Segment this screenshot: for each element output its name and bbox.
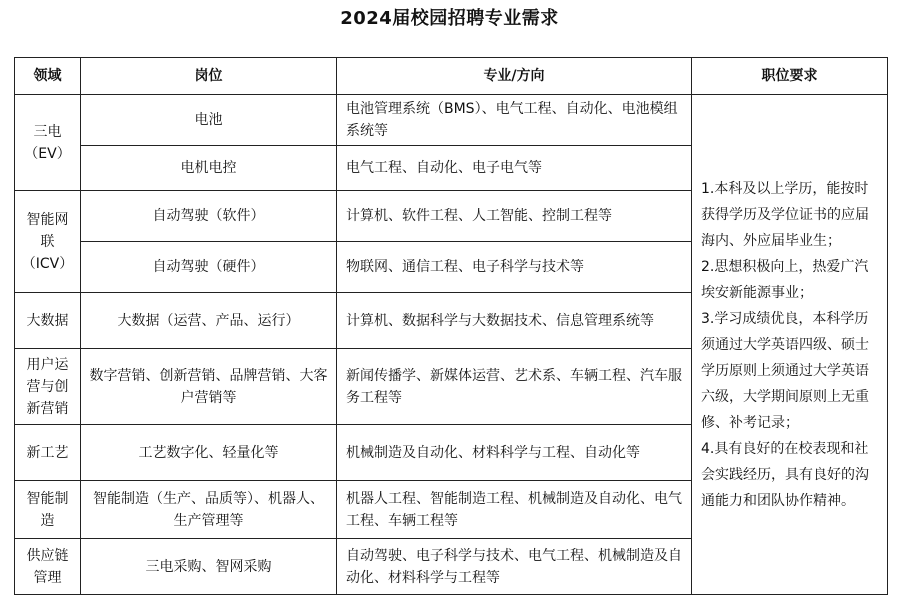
position-cell: 自动驾驶（硬件） (81, 242, 337, 293)
position-cell: 智能制造（生产、品质等）、机器人、生产管理等 (81, 481, 337, 539)
requirements-cell (692, 95, 888, 595)
major-cell: 电池管理系统（BMS）、电气工程、自动化、电池模组系统等 (337, 95, 692, 146)
requirement-item: 1.本科及以上学历，能按时获得学历及学位证书的应届海内、外应届毕业生； (701, 180, 869, 249)
domain-cell: 三电（EV） (15, 95, 81, 191)
major-cell: 自动驾驶、电子科学与技术、电气工程、机械制造及自动化、材料科学与工程等 (337, 539, 692, 595)
requirement-item: 2.思想积极向上，热爱广汽埃安新能源事业； (701, 258, 869, 301)
major-cell: 电气工程、自动化、电子电气等 (337, 146, 692, 191)
requirement-item: 4.具有良好的在校表现和社会实践经历，具有良好的沟通能力和团队协作精神。 (701, 440, 869, 509)
table-header-row (15, 58, 888, 95)
major-cell: 计算机、软件工程、人工智能、控制工程等 (337, 191, 692, 242)
recruitment-table (14, 57, 888, 595)
position-cell: 数字营销、创新营销、品牌营销、大客户营销等 (81, 349, 337, 425)
major-cell: 新闻传播学、新媒体运营、艺术系、车辆工程、汽车服务工程等 (337, 349, 692, 425)
major-cell: 物联网、通信工程、电子科学与技术等 (337, 242, 692, 293)
position-cell: 电池 (81, 95, 337, 146)
requirement-item: 3.学习成绩优良，本科学历须通过大学英语四级、硕士学历原则上须通过大学英语六级，大学期间原则上无重修、补考记录； (701, 310, 869, 431)
major-cell: 机械制造及自动化、材料科学与工程、自动化等 (337, 425, 692, 481)
header-position: 岗位 (81, 58, 337, 95)
major-cell: 计算机、数据科学与大数据技术、信息管理系统等 (337, 293, 692, 349)
domain-cell: 供应链管理 (15, 539, 81, 595)
domain-cell: 用户运营与创新营销 (15, 349, 81, 425)
position-cell: 大数据（运营、产品、运行） (81, 293, 337, 349)
domain-cell: 新工艺 (15, 425, 81, 481)
domain-cell: 智能网联（ICV） (15, 191, 81, 293)
major-cell: 机器人工程、智能制造工程、机械制造及自动化、电气工程、车辆工程等 (337, 481, 692, 539)
position-cell: 工艺数字化、轻量化等 (81, 425, 337, 481)
table-row (15, 95, 888, 146)
header-major: 专业/方向 (337, 58, 692, 95)
header-requirements: 职位要求 (692, 58, 888, 95)
header-domain: 领域 (15, 58, 81, 95)
page-title: 2024届校园招聘专业需求 (340, 8, 559, 29)
position-cell: 电机电控 (81, 146, 337, 191)
domain-cell: 大数据 (15, 293, 81, 349)
domain-cell: 智能制造 (15, 481, 81, 539)
position-cell: 自动驾驶（软件） (81, 191, 337, 242)
position-cell: 三电采购、智网采购 (81, 539, 337, 595)
